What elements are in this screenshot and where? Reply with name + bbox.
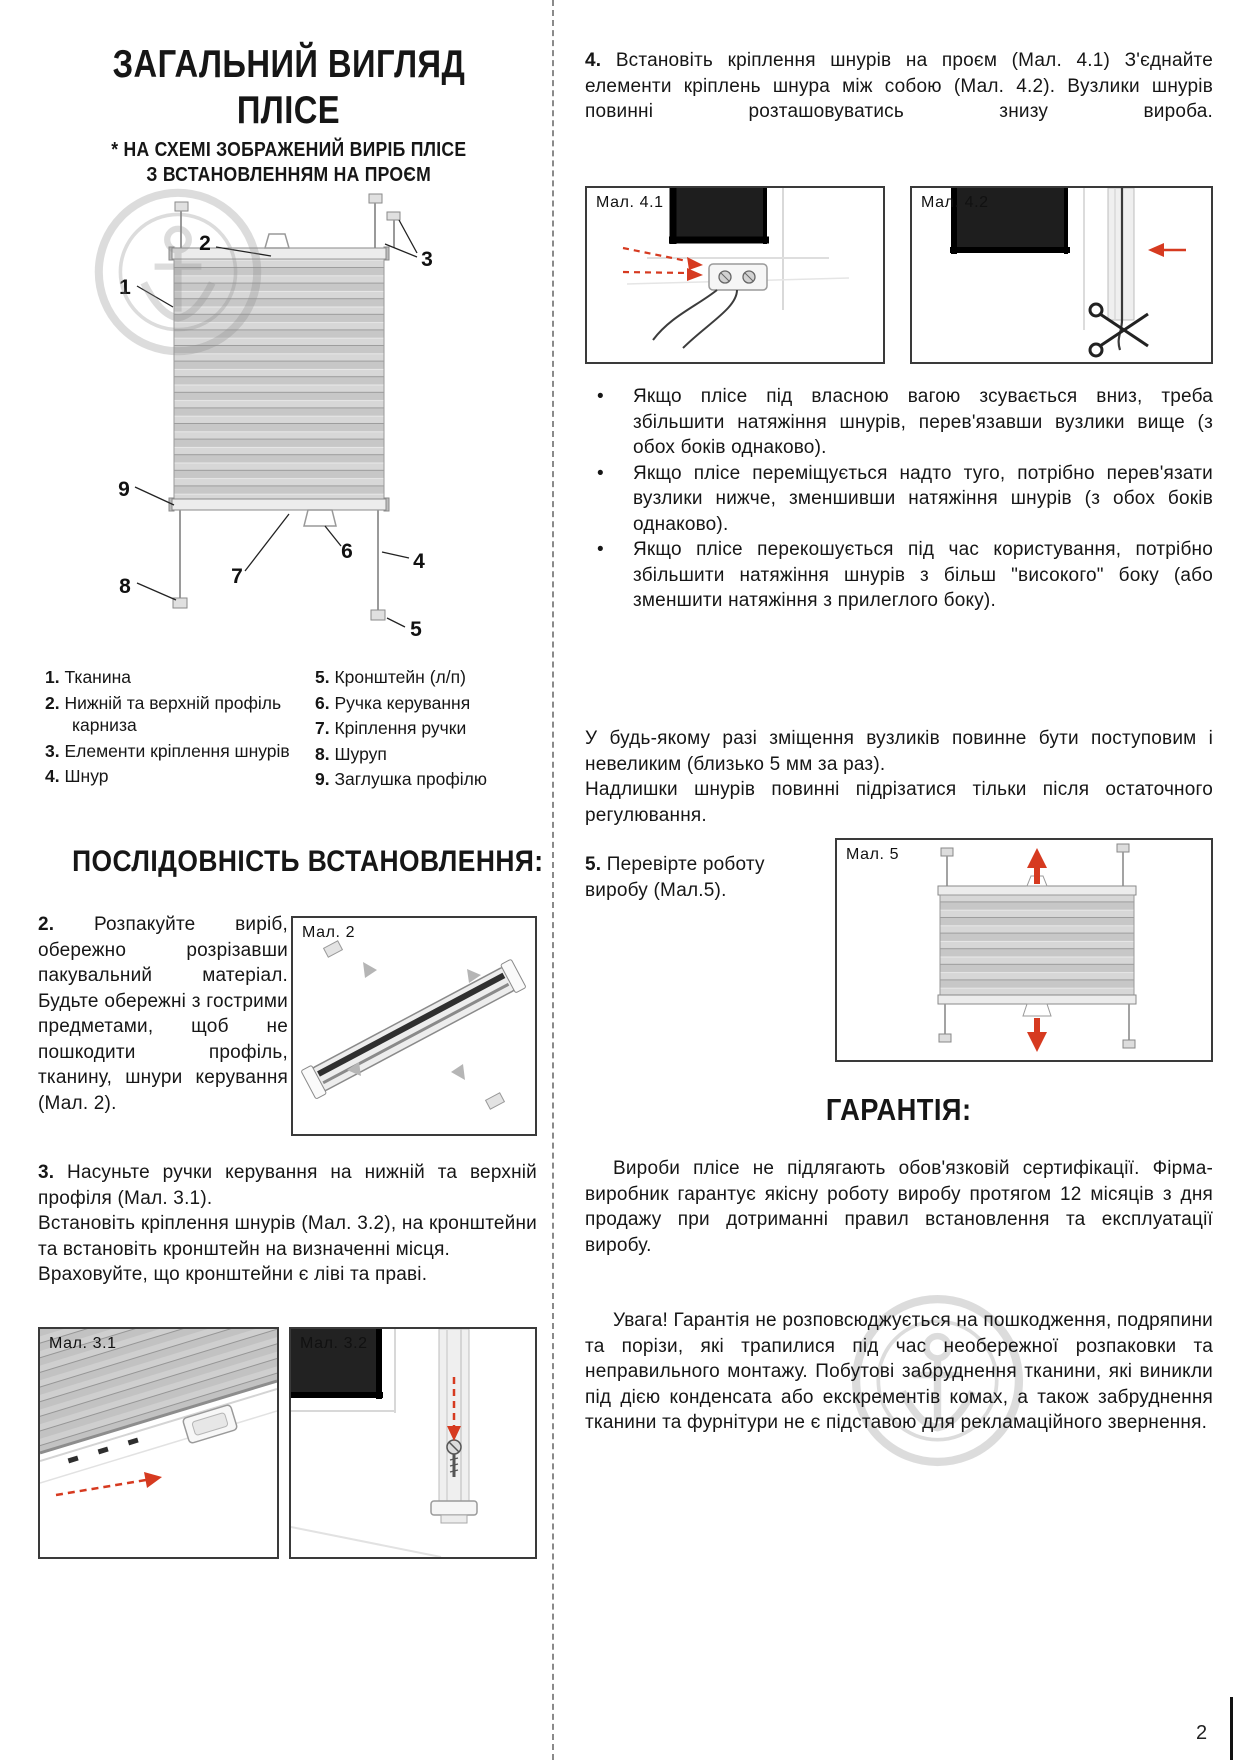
figure-5-label: Мал. 5 [846,846,900,863]
legend-col2 [315,666,537,794]
legend-item-9: 9. Заглушка профілю [315,769,487,789]
step4-number: 4. [585,50,602,71]
page-number: 2 [1196,1722,1208,1744]
warranty-paragraph-1: Вироби плісе не підлягають обов'язковій сертифікації. Фірма-виробник гарантує якісну роботу виробу протягом 12 місяців з дня продажу при дотриманні правил встановлення та експлуатації виробу. [585,1158,1213,1256]
figure-3-2-label: Мал. 3.2 [300,1335,368,1352]
callout-2: 2 [199,232,211,255]
figure-2-drawing [293,918,535,1134]
adjustment-note-1: У будь-якому разі зміщення вузликів повинне бути поступовим і невеликим (близько 5 мм за раз). [585,728,1213,775]
callout-7: 7 [231,565,243,588]
bullet-item-1: • Якщо плісе під власною вагою зсувається вниз, треба збільшити натяжіння шнурів, перев'язавши вузлики вище (з обох боків однаково). [585,384,1213,461]
page-edge-rule [1230,1697,1233,1760]
step2-paragraph: 2. Розпакуйте виріб, обережно розрізавши пакувальний матеріал. Будьте обережні з гострими предметами, щоб не пошкодити профіль, тканину, шнури керування (Мал. 2). [38,914,288,1114]
figure-4-1-label: Мал. 4.1 [596,194,664,211]
adjustment-note-2: Надлишки шнурів повинні підрізатися тільки після остаточного регулювання. [585,779,1213,826]
callout-4: 4 [413,550,425,573]
section-title-sequence: ПОСЛІДОВНІСТЬ ВСТАНОВЛЕННЯ: [72,845,544,878]
step3-number: 3. [38,1162,55,1183]
figure-4-1 [585,186,885,364]
step4-paragraph: 4. Встановіть кріплення шнурів на проєм (Мал. 4.1) З'єднайте елементи кріплень шнура між собою (Мал. 4.2). Вузлики шнурів повинні розташовуватись знизу вироба. [585,50,1213,122]
page-subtitle [40,138,537,188]
callout-9: 9 [118,478,130,501]
figure-5-drawing [837,840,1211,1060]
step5-number: 5. [585,854,602,875]
subtitle-line1: * НА СХЕМІ ЗОБРАЖЕНИЙ ВИРІБ ПЛІСЕ [110,139,467,161]
warranty-title: ГАРАНТІЯ: [826,1092,972,1127]
legend-item-8: 8. Шуруп [315,743,387,764]
legend-col1 [45,666,307,791]
callout-8: 8 [119,575,131,598]
figure-3-1 [38,1327,279,1559]
adjustment-note [585,726,1213,828]
legend-item-5: 5. Кронштейн (л/п) [315,667,466,687]
figure-4-2 [910,186,1213,364]
subtitle-line2: З ВСТАНОВЛЕННЯМ НА ПРОЄМ [146,164,431,186]
callout-5: 5 [410,618,422,641]
page-title-line2: ПЛІСЕ [236,89,341,132]
legend-item-4: 4. Шнур [45,766,109,786]
legend-item-1: 1. Тканина [45,667,132,687]
legend-item-3: 3. Елементи кріплення шнурів [45,740,290,761]
figure-4-2-label: Мал. 4.2 [921,194,989,211]
legend-item-7: 7. Кріплення ручки [315,718,467,738]
bullet-item-3: • Якщо плісе перекошується під час користування, потрібно збільшити натяжіння шнурів з більш "високого" боку (або зменшити натяжіння з прилеглого боку). [585,537,1213,614]
step3-paragraph: 3. Насуньте ручки керування на нижній та верхній профіля (Мал. 3.1). Встановіть кріплення шнурів (Мал. 3.2), на кронштейни та встановіть кронштейн на визначенні місця. Враховуйте, що кронштейни є ліві та праві. [38,1162,537,1285]
step5-paragraph: 5. Перевірте роботу виробу (Мал.5). [585,854,765,901]
callout-3: 3 [421,248,433,271]
figure-5 [835,838,1213,1062]
figure-3-2 [289,1327,537,1559]
figure-3-1-label: Мал. 3.1 [49,1335,117,1352]
figure-3-1-drawing [40,1329,277,1557]
figure-3-2-drawing [291,1329,535,1557]
figure-4-1-drawing [587,188,883,362]
figure-2 [291,916,537,1136]
callout-6: 6 [341,540,353,563]
warranty-paragraph-2: Увага! Гарантія не розповсюджується на пошкодження, подряпини та порізи, які трапилися під час необережної розпаковки та неправильного монтажу. Побутові забруднення тканини, які виникли під дією конденсата або екскрементів комах, а також забруднення тканини та фурнітури не є підставою для рекламаційного звернення. [585,1310,1213,1433]
step2-number: 2. [38,914,55,935]
legend-item-2: 2. Нижній та верхній профіль карниза [45,692,282,735]
callout-1: 1 [119,276,131,299]
page-title [40,42,537,134]
bullet-item-2: • Якщо плісе переміщується надто туго, потрібно перев'язати вузлики нижче, зменшивши натяжіння шнурів (з обох боків однаково). [585,461,1213,538]
column-divider [552,0,554,1760]
page-title-line1: ЗАГАЛЬНИЙ ВИГЛЯД [112,43,465,86]
legend-item-6: 6. Ручка керування [315,692,471,713]
product-diagram [25,190,525,662]
figure-2-label: Мал. 2 [302,924,356,941]
figure-4-2-drawing [912,188,1211,362]
adjustment-bullets [585,384,1213,614]
